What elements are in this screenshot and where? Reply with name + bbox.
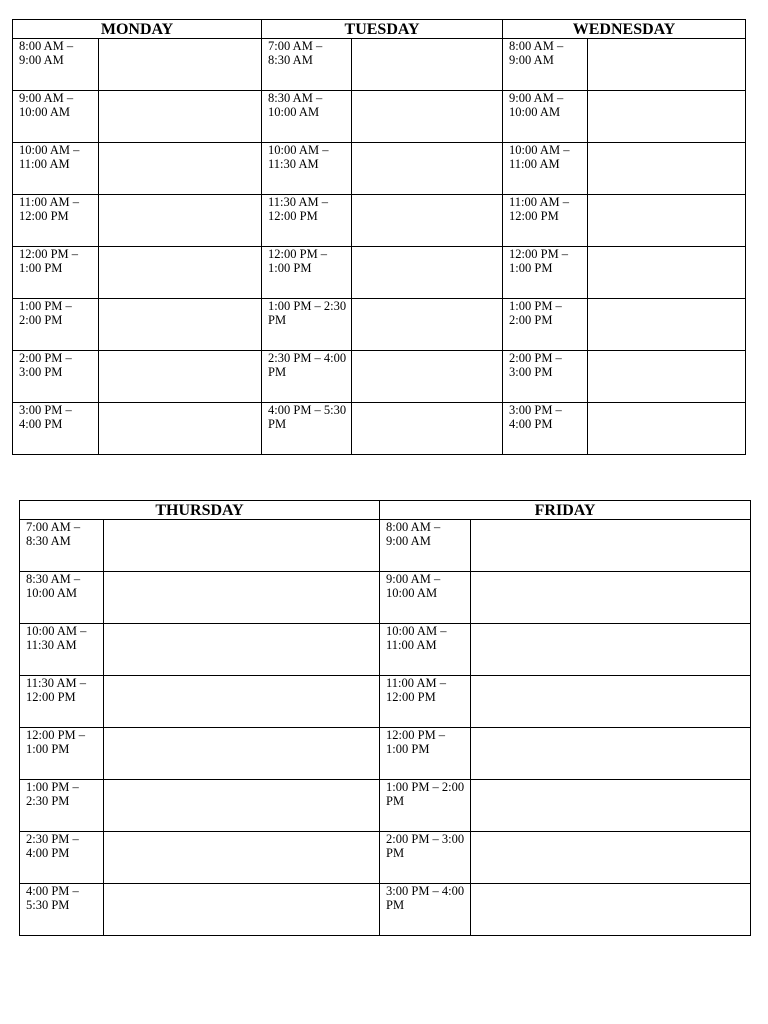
schedule-entry-cell[interactable]	[588, 39, 746, 91]
schedule-row	[20, 780, 751, 832]
time-slot-label: 10:00 AM – 11:30 AM	[20, 624, 104, 676]
time-slot-label: 2:00 PM – 3:00 PM	[13, 351, 99, 403]
time-slot-label: 8:00 AM – 9:00 AM	[13, 39, 99, 91]
schedule-row	[13, 403, 746, 455]
time-slot-label: 12:00 PM – 1:00 PM	[13, 247, 99, 299]
schedule-entry-cell[interactable]	[352, 39, 503, 91]
time-slot-label: 7:00 AM – 8:30 AM	[262, 39, 352, 91]
schedule-entry-cell[interactable]	[588, 351, 746, 403]
time-slot-label: 8:30 AM – 10:00 AM	[20, 572, 104, 624]
schedule-row	[20, 520, 751, 572]
schedule-entry-cell[interactable]	[99, 299, 262, 351]
time-slot-label: 12:00 PM – 1:00 PM	[20, 728, 104, 780]
schedule-entry-cell[interactable]	[352, 91, 503, 143]
schedule-entry-cell[interactable]	[99, 91, 262, 143]
time-slot-label: 3:00 PM – 4:00 PM	[503, 403, 588, 455]
schedule-entry-cell[interactable]	[471, 572, 751, 624]
time-slot-label: 3:00 PM – 4:00 PM	[380, 884, 471, 936]
time-slot-label: 2:30 PM – 4:00 PM	[262, 351, 352, 403]
schedule-entry-cell[interactable]	[104, 884, 380, 936]
time-slot-label: 11:00 AM – 12:00 PM	[13, 195, 99, 247]
time-slot-label: 1:00 PM – 2:30 PM	[20, 780, 104, 832]
schedule-entry-cell[interactable]	[104, 624, 380, 676]
schedule-row	[13, 143, 746, 195]
time-slot-label: 1:00 PM – 2:30 PM	[262, 299, 352, 351]
schedule-entry-cell[interactable]	[471, 676, 751, 728]
day-header-row	[20, 501, 751, 520]
day-header-monday: MONDAY	[13, 20, 262, 39]
schedule-row	[13, 351, 746, 403]
time-slot-label: 11:00 AM – 12:00 PM	[380, 676, 471, 728]
schedule-entry-cell[interactable]	[588, 403, 746, 455]
time-slot-label: 12:00 PM – 1:00 PM	[380, 728, 471, 780]
time-slot-label: 8:00 AM – 9:00 AM	[380, 520, 471, 572]
schedule-entry-cell[interactable]	[99, 351, 262, 403]
day-header-wednesday: WEDNESDAY	[503, 20, 746, 39]
schedule-entry-cell[interactable]	[588, 195, 746, 247]
schedule-entry-cell[interactable]	[104, 520, 380, 572]
time-slot-label: 10:00 AM – 11:00 AM	[13, 143, 99, 195]
time-slot-label: 11:30 AM – 12:00 PM	[20, 676, 104, 728]
day-header-thursday: THURSDAY	[20, 501, 380, 520]
schedule-entry-cell[interactable]	[588, 247, 746, 299]
schedule-entry-cell[interactable]	[104, 832, 380, 884]
schedule-row	[20, 728, 751, 780]
schedule-entry-cell[interactable]	[471, 728, 751, 780]
time-slot-label: 2:30 PM – 4:00 PM	[20, 832, 104, 884]
schedule-entry-cell[interactable]	[352, 403, 503, 455]
day-header-tuesday: TUESDAY	[262, 20, 503, 39]
schedule-table-thu-fri	[19, 500, 751, 936]
schedule-entry-cell[interactable]	[352, 299, 503, 351]
schedule-entry-cell[interactable]	[352, 143, 503, 195]
time-slot-label: 9:00 AM – 10:00 AM	[13, 91, 99, 143]
time-slot-label: 10:00 AM – 11:00 AM	[380, 624, 471, 676]
schedule-row	[13, 39, 746, 91]
time-slot-label: 10:00 AM – 11:00 AM	[503, 143, 588, 195]
schedule-row	[13, 299, 746, 351]
schedule-entry-cell[interactable]	[352, 195, 503, 247]
day-header-friday: FRIDAY	[380, 501, 751, 520]
schedule-entry-cell[interactable]	[104, 780, 380, 832]
time-slot-label: 9:00 AM – 10:00 AM	[503, 91, 588, 143]
time-slot-label: 3:00 PM – 4:00 PM	[13, 403, 99, 455]
time-slot-label: 1:00 PM – 2:00 PM	[13, 299, 99, 351]
schedule-row	[13, 247, 746, 299]
time-slot-label: 2:00 PM – 3:00 PM	[503, 351, 588, 403]
schedule-entry-cell[interactable]	[588, 91, 746, 143]
time-slot-label: 11:00 AM – 12:00 PM	[503, 195, 588, 247]
time-slot-label: 2:00 PM – 3:00 PM	[380, 832, 471, 884]
schedule-entry-cell[interactable]	[352, 247, 503, 299]
schedule-row	[20, 624, 751, 676]
schedule-row	[20, 572, 751, 624]
schedule-entry-cell[interactable]	[99, 39, 262, 91]
day-header-row	[13, 20, 746, 39]
schedule-row	[20, 884, 751, 936]
schedule-row	[13, 195, 746, 247]
schedule-row	[20, 676, 751, 728]
time-slot-label: 7:00 AM – 8:30 AM	[20, 520, 104, 572]
schedule-entry-cell[interactable]	[471, 520, 751, 572]
schedule-entry-cell[interactable]	[99, 143, 262, 195]
time-slot-label: 10:00 AM – 11:30 AM	[262, 143, 352, 195]
schedule-entry-cell[interactable]	[471, 884, 751, 936]
time-slot-label: 12:00 PM – 1:00 PM	[262, 247, 352, 299]
time-slot-label: 4:00 PM – 5:30 PM	[262, 403, 352, 455]
schedule-row	[20, 832, 751, 884]
time-slot-label: 12:00 PM – 1:00 PM	[503, 247, 588, 299]
schedule-entry-cell[interactable]	[104, 728, 380, 780]
schedule-entry-cell[interactable]	[99, 195, 262, 247]
schedule-entry-cell[interactable]	[99, 403, 262, 455]
schedule-entry-cell[interactable]	[104, 572, 380, 624]
time-slot-label: 11:30 AM – 12:00 PM	[262, 195, 352, 247]
schedule-entry-cell[interactable]	[588, 299, 746, 351]
time-slot-label: 4:00 PM – 5:30 PM	[20, 884, 104, 936]
schedule-row	[13, 91, 746, 143]
time-slot-label: 8:30 AM – 10:00 AM	[262, 91, 352, 143]
schedule-entry-cell[interactable]	[471, 780, 751, 832]
schedule-entry-cell[interactable]	[471, 832, 751, 884]
time-slot-label: 9:00 AM – 10:00 AM	[380, 572, 471, 624]
schedule-entry-cell[interactable]	[352, 351, 503, 403]
time-slot-label: 1:00 PM – 2:00 PM	[503, 299, 588, 351]
schedule-entry-cell[interactable]	[104, 676, 380, 728]
schedule-entry-cell[interactable]	[99, 247, 262, 299]
time-slot-label: 8:00 AM – 9:00 AM	[503, 39, 588, 91]
schedule-entry-cell[interactable]	[588, 143, 746, 195]
time-slot-label: 1:00 PM – 2:00 PM	[380, 780, 471, 832]
schedule-entry-cell[interactable]	[471, 624, 751, 676]
schedule-table-mon-wed	[12, 19, 746, 455]
